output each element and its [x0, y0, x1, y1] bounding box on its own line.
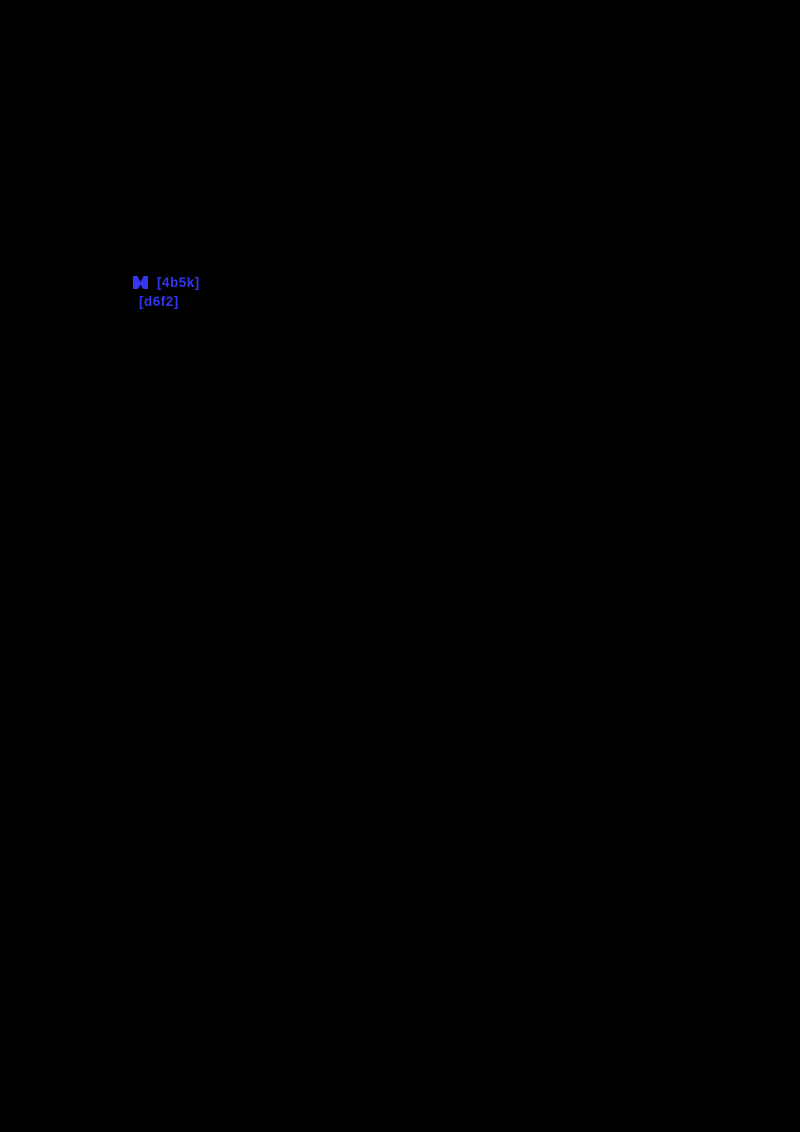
broken-image-icon [133, 276, 148, 289]
image-link-2-label: [d6f2] [139, 294, 179, 309]
image-link-1[interactable] [133, 274, 200, 291]
broken-image-icon-shape [133, 276, 148, 289]
image-link-2[interactable] [139, 293, 179, 310]
image-link-1-label: [4b5k] [157, 275, 200, 290]
